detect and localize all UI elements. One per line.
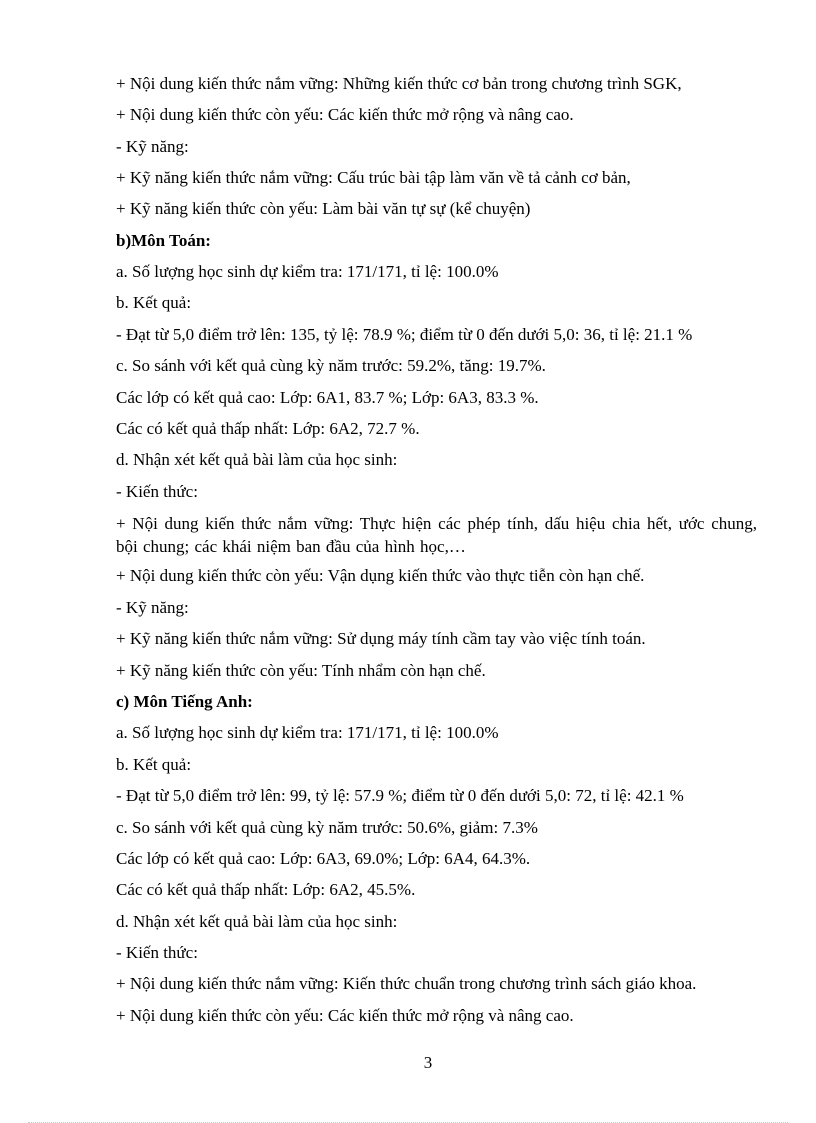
line-english-results: - Đạt từ 5,0 điểm trở lên: 99, tỷ lệ: 57.9 %; điểm từ 0 đến dưới 5,0: 72, tỉ lệ: 42.1 % [116, 786, 684, 805]
line-math-results-heading: b. Kết quả: [116, 293, 192, 312]
line-math-skills-heading: - Kỹ năng: [116, 598, 189, 617]
line-math-comparison: c. So sánh với kết quả cùng kỳ năm trước: 59.2%, tăng: 19.7%. [116, 356, 546, 375]
line-english-top-classes: Các lớp có kết quả cao: Lớp: 6A3, 69.0%; Lớp: 6A4, 64.3%. [116, 849, 531, 868]
line-english-review-heading: d. Nhận xét kết quả bài làm của học sinh: [116, 912, 398, 931]
line-english-results-heading: b. Kết quả: [116, 755, 192, 774]
line-math-knowledge-heading: - Kiến thức: [116, 482, 198, 501]
section-heading-math: b)Môn Toán: [116, 231, 211, 250]
line-math-participants: a. Số lượng học sinh dự kiểm tra: 171/171, tỉ lệ: 100.0% [116, 262, 499, 281]
line-english-knowledge-heading: - Kiến thức: [116, 943, 198, 962]
line-math-results: - Đạt từ 5,0 điểm trở lên: 135, tỷ lệ: 78.9 %; điểm từ 0 đến dưới 5,0: 36, tỉ lệ: 21.1 % [116, 325, 693, 344]
line-literature-skills-strong: + Kỹ năng kiến thức nắm vững: Cấu trúc bài tập làm văn về tả cảnh cơ bản, [116, 168, 631, 187]
line-literature-skills-weak: + Kỹ năng kiến thức còn yếu: Làm bài văn tự sự (kể chuyện) [116, 199, 531, 218]
line-english-lowest-class: Các có kết quả thấp nhất: Lớp: 6A2, 45.5%. [116, 880, 416, 899]
line-literature-knowledge-strong: + Nội dung kiến thức nắm vững: Những kiến thức cơ bản trong chương trình SGK, [116, 74, 682, 93]
page-number: 3 [423, 1053, 433, 1072]
line-math-review-heading: d. Nhận xét kết quả bài làm của học sinh: [116, 450, 398, 469]
line-math-skills-strong: + Kỹ năng kiến thức nắm vững: Sử dụng máy tính cầm tay vào việc tính toán. [116, 629, 646, 648]
line-math-knowledge-weak: + Nội dung kiến thức còn yếu: Vận dụng kiến thức vào thực tiễn còn hạn chế. [116, 566, 645, 585]
line-math-top-classes: Các lớp có kết quả cao: Lớp: 6A1, 83.7 %; Lớp: 6A3, 83.3 %. [116, 388, 539, 407]
section-heading-english: c) Môn Tiếng Anh: [116, 692, 253, 711]
line-english-knowledge-weak: + Nội dung kiến thức còn yếu: Các kiến thức mở rộng và nâng cao. [116, 1006, 574, 1025]
line-english-comparison: c. So sánh với kết quả cùng kỳ năm trước: 50.6%, giảm: 7.3% [116, 818, 538, 837]
line-english-participants: a. Số lượng học sinh dự kiểm tra: 171/171, tỉ lệ: 100.0% [116, 723, 499, 742]
paragraph-math-knowledge-strong: + Nội dung kiến thức nắm vững: Thực hiện các phép tính, dấu hiệu chia hết, ước chung, bội chung; các khái niệm ban đầu của hình học,… [116, 514, 757, 556]
line-literature-knowledge-weak: + Nội dung kiến thức còn yếu: Các kiến thức mở rộng và nâng cao. [116, 105, 574, 124]
line-english-knowledge-strong: + Nội dung kiến thức nắm vững: Kiến thức chuẩn trong chương trình sách giáo khoa. [116, 974, 697, 993]
line-math-lowest-class: Các có kết quả thấp nhất: Lớp: 6A2, 72.7 %. [116, 419, 420, 438]
line-literature-skills-heading: - Kỹ năng: [116, 137, 189, 156]
line-math-skills-weak: + Kỹ năng kiến thức còn yếu: Tính nhẩm còn hạn chế. [116, 661, 486, 680]
